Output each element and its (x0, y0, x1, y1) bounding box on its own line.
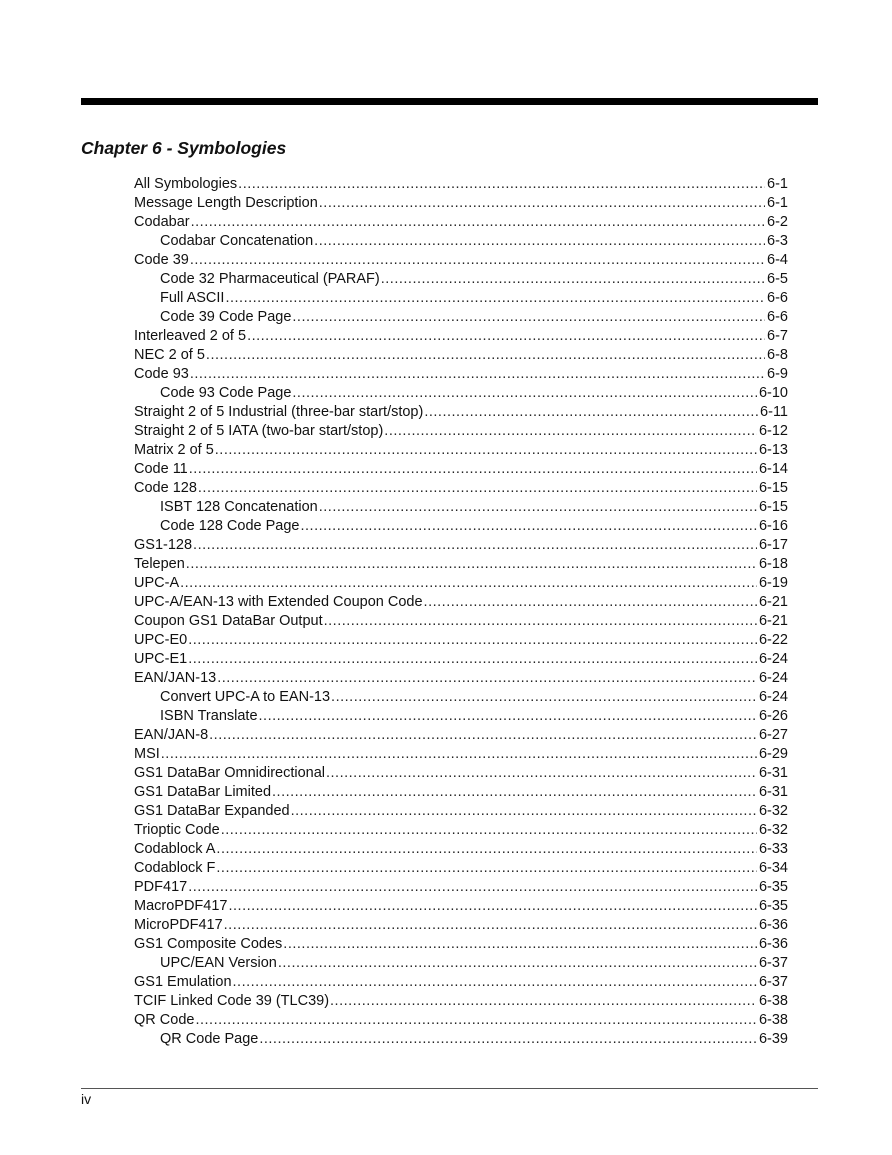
toc-entry-label: Code 128 Code Page (160, 518, 300, 534)
toc-entry-label: Interleaved 2 of 5 (134, 328, 247, 344)
toc-entry[interactable] (134, 1030, 788, 1049)
toc-entry[interactable] (134, 840, 788, 859)
dot-leader (189, 460, 757, 479)
toc-entry[interactable] (134, 631, 788, 650)
toc-entry[interactable] (134, 327, 788, 346)
dot-leader (283, 935, 757, 954)
dot-leader (188, 631, 757, 650)
dot-leader (188, 650, 757, 669)
toc-entry[interactable] (134, 346, 788, 365)
toc-entry[interactable] (134, 555, 788, 574)
toc-entry-page: 6-32 (758, 803, 788, 819)
dot-leader (292, 384, 757, 403)
toc-entry[interactable] (134, 612, 788, 631)
toc-entry[interactable] (134, 954, 788, 973)
toc-entry-label: Codablock A (134, 841, 216, 857)
toc-entry-label: Trioptic Code (134, 822, 220, 838)
toc-entry-label: Straight 2 of 5 Industrial (three-bar start/stop) (134, 404, 424, 420)
toc-entry-label: NEC 2 of 5 (134, 347, 205, 363)
dot-leader (291, 802, 757, 821)
toc-entry-page: 6-17 (758, 537, 788, 553)
toc-entry[interactable] (134, 802, 788, 821)
toc-entry-page: 6-1 (767, 195, 788, 211)
toc-entry[interactable] (134, 897, 788, 916)
toc-entry[interactable] (134, 574, 788, 593)
toc-entry[interactable] (134, 536, 788, 555)
toc-entry-page: 6-15 (758, 499, 788, 515)
toc-entry-label: Code 93 (134, 366, 189, 382)
toc-entry-label: MSI (134, 746, 160, 762)
dot-leader (300, 517, 756, 536)
dot-leader (221, 821, 757, 840)
toc-entry-page: 6-32 (758, 822, 788, 838)
toc-entry-page: 6-10 (758, 385, 788, 401)
toc-entry-label: Telepen (134, 556, 185, 572)
toc-entry-page: 6-21 (758, 594, 788, 610)
toc-entry[interactable] (134, 365, 788, 384)
dot-leader (215, 441, 757, 460)
toc-entry-page: 6-14 (758, 461, 788, 477)
dot-leader (217, 669, 757, 688)
toc-entry-page: 6-35 (758, 898, 788, 914)
dot-leader (292, 308, 765, 327)
toc-entry-label: PDF417 (134, 879, 188, 895)
toc-entry-label: UPC-E1 (134, 651, 188, 667)
toc-entry[interactable] (134, 1011, 788, 1030)
toc-entry-page: 6-5 (767, 271, 788, 287)
toc-entry-label: Coupon GS1 DataBar Output (134, 613, 323, 629)
toc-entry-page: 6-38 (758, 1012, 788, 1028)
toc-entry[interactable] (134, 821, 788, 840)
dot-leader (190, 365, 765, 384)
dot-leader (225, 289, 765, 308)
toc-entry[interactable] (134, 479, 788, 498)
table-of-contents (134, 175, 788, 1049)
toc-entry-label: MicroPDF417 (134, 917, 223, 933)
toc-entry-label: UPC-E0 (134, 632, 188, 648)
dot-leader (331, 688, 757, 707)
toc-entry-label: Codabar (134, 214, 190, 230)
toc-entry-page: 6-36 (758, 936, 788, 952)
toc-entry[interactable] (134, 441, 788, 460)
toc-entry-page: 6-2 (767, 214, 788, 230)
toc-entry-label: UPC/EAN Version (160, 955, 277, 971)
toc-entry-label: Codabar Concatenation (160, 233, 314, 249)
toc-entry[interactable] (134, 859, 788, 878)
dot-leader (191, 213, 765, 232)
toc-entry-page: 6-6 (767, 290, 788, 306)
dot-leader (209, 726, 757, 745)
toc-entry-page: 6-26 (758, 708, 788, 724)
toc-entry-page: 6-4 (767, 252, 788, 268)
toc-entry-page: 6-7 (767, 328, 788, 344)
toc-entry-page: 6-34 (758, 860, 788, 876)
toc-entry-page: 6-15 (758, 480, 788, 496)
toc-entry-page: 6-6 (767, 309, 788, 325)
toc-entry-label: Code 128 (134, 480, 197, 496)
toc-entry-label: Straight 2 of 5 IATA (two-bar start/stop) (134, 423, 384, 439)
toc-entry-page: 6-37 (758, 974, 788, 990)
toc-entry-page: 6-24 (758, 689, 788, 705)
toc-entry-label: Convert UPC-A to EAN-13 (160, 689, 331, 705)
toc-entry[interactable] (134, 992, 788, 1011)
toc-entry[interactable] (134, 745, 788, 764)
toc-entry-page: 6-19 (758, 575, 788, 591)
dot-leader (278, 954, 757, 973)
toc-entry-label: Message Length Description (134, 195, 318, 211)
toc-entry-label: Codablock F (134, 860, 216, 876)
toc-entry-label: EAN/JAN-13 (134, 670, 217, 686)
dot-leader (216, 859, 757, 878)
toc-entry-page: 6-38 (758, 993, 788, 1009)
toc-entry[interactable] (134, 175, 788, 194)
toc-entry-page: 6-3 (767, 233, 788, 249)
toc-entry[interactable] (134, 593, 788, 612)
toc-entry-label: Matrix 2 of 5 (134, 442, 214, 458)
dot-leader (190, 251, 765, 270)
toc-entry-label: UPC-A (134, 575, 180, 591)
toc-entry-page: 6-24 (758, 670, 788, 686)
toc-entry[interactable] (134, 726, 788, 745)
dot-leader (233, 973, 757, 992)
toc-entry[interactable] (134, 289, 788, 308)
toc-entry-label: Code 39 (134, 252, 189, 268)
dot-leader (206, 346, 765, 365)
dot-leader (224, 916, 757, 935)
toc-entry[interactable] (134, 308, 788, 327)
toc-entry[interactable] (134, 688, 788, 707)
dot-leader (259, 1030, 757, 1049)
toc-entry-label: MacroPDF417 (134, 898, 228, 914)
toc-entry-page: 6-36 (758, 917, 788, 933)
toc-entry-label: TCIF Linked Code 39 (TLC39) (134, 993, 330, 1009)
toc-entry-label: GS1-128 (134, 537, 193, 553)
toc-entry-page: 6-24 (758, 651, 788, 667)
dot-leader (216, 840, 757, 859)
toc-entry-label: ISBN Translate (160, 708, 258, 724)
toc-entry[interactable] (134, 384, 788, 403)
toc-entry[interactable] (134, 517, 788, 536)
toc-entry[interactable] (134, 232, 788, 251)
toc-entry-label: GS1 DataBar Limited (134, 784, 272, 800)
dot-leader (319, 194, 765, 213)
toc-entry[interactable] (134, 764, 788, 783)
toc-entry-label: QR Code Page (160, 1031, 259, 1047)
toc-entry-label: ISBT 128 Concatenation (160, 499, 318, 515)
toc-entry[interactable] (134, 251, 788, 270)
dot-leader (272, 783, 757, 802)
top-rule (81, 98, 818, 105)
toc-entry-label: GS1 DataBar Expanded (134, 803, 290, 819)
dot-leader (198, 479, 757, 498)
dot-leader (228, 897, 756, 916)
dot-leader (326, 764, 757, 783)
toc-entry[interactable] (134, 498, 788, 517)
toc-entry[interactable] (134, 650, 788, 669)
toc-entry-page: 6-22 (758, 632, 788, 648)
toc-entry[interactable] (134, 460, 788, 479)
dot-leader (195, 1011, 757, 1030)
toc-entry-page: 6-18 (758, 556, 788, 572)
dot-leader (424, 593, 757, 612)
toc-entry-label: GS1 Emulation (134, 974, 232, 990)
dot-leader (381, 270, 765, 289)
toc-entry-page: 6-27 (758, 727, 788, 743)
toc-entry[interactable] (134, 935, 788, 954)
toc-entry[interactable] (134, 669, 788, 688)
toc-entry[interactable] (134, 973, 788, 992)
dot-leader (330, 992, 757, 1011)
toc-entry-page: 6-35 (758, 879, 788, 895)
dot-leader (247, 327, 765, 346)
toc-entry-page: 6-21 (758, 613, 788, 629)
toc-entry-page: 6-11 (760, 404, 788, 420)
toc-entry-page: 6-31 (758, 784, 788, 800)
dot-leader (324, 612, 757, 631)
toc-entry-page: 6-33 (758, 841, 788, 857)
toc-entry-label: Code 93 Code Page (160, 385, 292, 401)
toc-entry-page: 6-29 (758, 746, 788, 762)
dot-leader (384, 422, 757, 441)
toc-entry-label: GS1 Composite Codes (134, 936, 283, 952)
toc-entry-page: 6-12 (758, 423, 788, 439)
toc-entry-label: Code 32 Pharmaceutical (PARAF) (160, 271, 380, 287)
toc-entry-page: 6-1 (767, 176, 788, 192)
dot-leader (238, 175, 765, 194)
toc-entry-page: 6-9 (767, 366, 788, 382)
toc-entry-label: UPC-A/EAN-13 with Extended Coupon Code (134, 594, 423, 610)
toc-entry-label: QR Code (134, 1012, 195, 1028)
bottom-rule (81, 1088, 818, 1089)
dot-leader (188, 878, 757, 897)
dot-leader (259, 707, 757, 726)
page-number: iv (81, 1091, 92, 1107)
dot-leader (314, 232, 765, 251)
toc-entry-page: 6-39 (758, 1031, 788, 1047)
toc-entry[interactable] (134, 916, 788, 935)
toc-entry-label: Code 11 (134, 461, 188, 477)
toc-entry[interactable] (134, 783, 788, 802)
toc-entry[interactable] (134, 422, 788, 441)
dot-leader (186, 555, 757, 574)
toc-entry[interactable] (134, 194, 788, 213)
toc-entry-page: 6-16 (758, 518, 788, 534)
dot-leader (424, 403, 758, 422)
chapter-title: Chapter 6 - Symbologies (81, 138, 287, 158)
toc-entry-label: GS1 DataBar Omnidirectional (134, 765, 325, 781)
toc-entry-page: 6-8 (767, 347, 788, 363)
toc-entry-page: 6-37 (758, 955, 788, 971)
toc-entry[interactable] (134, 878, 788, 897)
toc-entry[interactable] (134, 707, 788, 726)
toc-entry-page: 6-13 (758, 442, 788, 458)
toc-entry-label: EAN/JAN-8 (134, 727, 209, 743)
toc-entry-label: Code 39 Code Page (160, 309, 292, 325)
toc-entry-label: All Symbologies (134, 176, 238, 192)
toc-entry[interactable] (134, 213, 788, 232)
toc-entry-page: 6-31 (758, 765, 788, 781)
toc-entry-label: Full ASCII (160, 290, 225, 306)
dot-leader (180, 574, 757, 593)
toc-entry[interactable] (134, 270, 788, 289)
toc-entry[interactable] (134, 403, 788, 422)
dot-leader (161, 745, 757, 764)
dot-leader (193, 536, 757, 555)
dot-leader (319, 498, 757, 517)
